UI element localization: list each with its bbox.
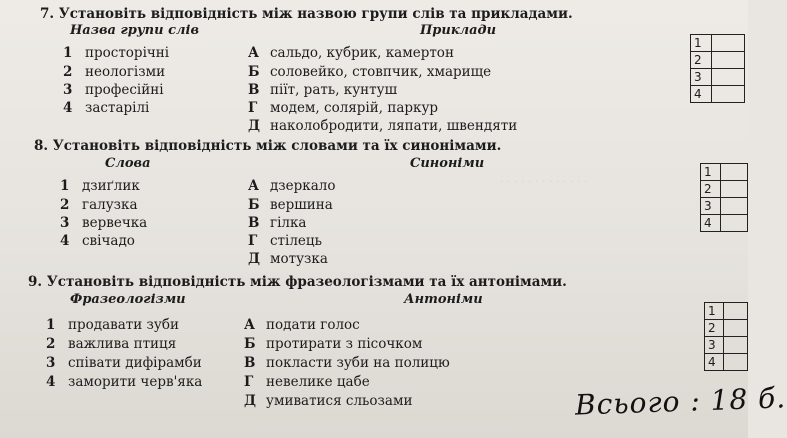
task-8-left-item: 3 вервечка [60, 215, 148, 231]
task-9-left-item: 3 співати дифірамби [46, 355, 202, 371]
task-8-right-item: Б вершина [248, 197, 333, 213]
answer-cell[interactable] [712, 35, 745, 52]
task-9-right-item: В покласти зуби на полицю [244, 355, 450, 371]
handwritten-total: Всього : 18 б. [574, 381, 787, 422]
task-9-right-item: Г невелике цабе [244, 374, 370, 390]
answer-cell-label: 1 [691, 35, 712, 52]
task-7-right-item: А сальдо, кубрик, камертон [248, 45, 454, 61]
answer-cell-label: 4 [705, 354, 724, 371]
task-8-right-item: В гілка [248, 215, 307, 231]
answer-cell-label: 2 [691, 52, 712, 69]
task-8-left-item: 4 свічадо [60, 233, 135, 249]
task-7-right-header: Приклади [420, 23, 497, 38]
answer-cell[interactable] [712, 52, 745, 69]
answer-cell-label: 2 [705, 320, 724, 337]
task-8-right-header: Синоніми [410, 156, 485, 171]
task-7-left-item: 4 застарілі [63, 100, 150, 116]
answer-cell-label: 2 [701, 181, 721, 198]
answer-cell-label: 4 [701, 215, 721, 232]
answer-cell[interactable] [723, 337, 747, 354]
task-7-right-item: Г модем, солярій, паркур [248, 100, 439, 116]
answer-cell[interactable] [720, 181, 747, 198]
answer-cell[interactable] [712, 86, 745, 103]
answer-cell-label: 4 [691, 86, 712, 103]
task-7-title: 7. Установіть відповідність між назвою групи слів та прикладами. [40, 6, 573, 22]
task-8-left-item: 1 дзиґлик [60, 178, 140, 194]
task-9-answer-grid [704, 302, 748, 371]
task-8-right-item: Д мотузка [248, 251, 328, 267]
task-8-right-item: А дзеркало [248, 178, 336, 194]
task-9-right-item: Б протирати з пісочком [244, 336, 423, 352]
task-7-left-item: 1 просторічні [63, 45, 170, 61]
task-9-left-header: Фразеологізми [70, 292, 186, 307]
task-8-answer-grid [700, 163, 748, 232]
answer-cell[interactable] [723, 354, 747, 371]
answer-cell[interactable] [720, 215, 747, 232]
task-9-left-item: 4 заморити черв'яка [46, 374, 203, 390]
answer-cell-label: 3 [701, 198, 721, 215]
answer-cell[interactable] [723, 303, 747, 320]
bleed-through-text: · · · · · · · · · · · · · [500, 175, 588, 188]
answer-cell[interactable] [720, 198, 747, 215]
task-9-left-item: 1 продавати зуби [46, 317, 179, 333]
task-7-left-item: 3 професійні [63, 82, 164, 98]
task-7-right-item: Д наколобродити, ляпати, швендяти [248, 118, 518, 134]
answer-cell-label: 3 [691, 69, 712, 86]
task-7-right-item: В піїт, рать, кунтуш [248, 82, 398, 98]
task-9-title: 9. Установіть відповідність між фразеологізмами та їх антонімами. [28, 274, 567, 290]
task-9-right-item: Д умиватися сльозами [244, 393, 413, 409]
answer-cell-label: 1 [705, 303, 724, 320]
task-7-right-item: Б соловейко, стовпчик, хмарище [248, 64, 492, 80]
task-8-right-item: Г стілець [248, 233, 322, 249]
task-9-right-header: Антоніми [404, 292, 483, 307]
answer-cell[interactable] [720, 164, 747, 181]
answer-cell-label: 3 [705, 337, 724, 354]
task-7-left-item: 2 неологізми [63, 64, 166, 80]
answer-cell[interactable] [712, 69, 745, 86]
task-9-right-item: А подати голос [244, 317, 360, 333]
task-9-left-item: 2 важлива птиця [46, 336, 177, 352]
answer-cell[interactable] [723, 320, 747, 337]
task-8-left-item: 2 галузка [60, 197, 138, 213]
task-8-title: 8. Установіть відповідність між словами та їх синонімами. [34, 138, 502, 154]
task-7-answer-grid [690, 34, 745, 103]
task-7-left-header: Назва групи слів [70, 23, 200, 38]
task-8-left-header: Слова [105, 156, 151, 171]
answer-cell-label: 1 [701, 164, 721, 181]
